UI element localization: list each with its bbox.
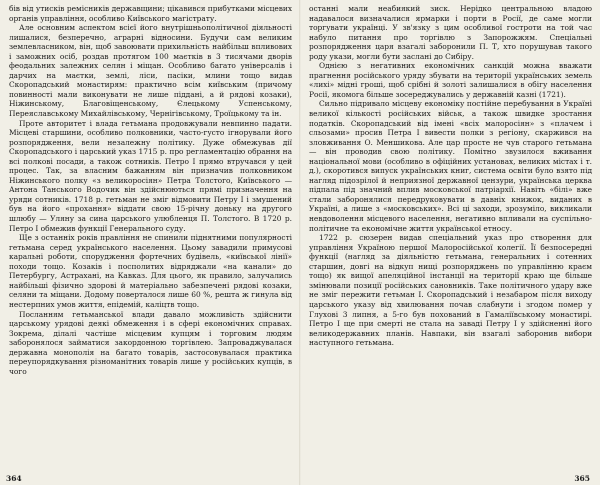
right-page-text [309,4,592,348]
left-page-text [9,4,292,376]
left-page-number: 364 [6,474,22,483]
right-paragraph-1: останні мали неабиякий зиск. Нерідко центральною владою надавалося визначалися ярмарки і порти в Росії, де саме могли торгувати українці. У зв'язку з цим особливої гостроти на той час набуло питання про торгівлю з Запорожжям. Спеціальні розпорядження царя взагалі заборонили П. Т, хто порушував такого роду укази, могли бути заслані до Сибіру. [309,4,592,61]
right-page-number: 365 [574,474,590,483]
left-paragraph-4: Ще з останніх років правління не спинили піднятними популярності гетьмана серед українського населення. Цьому завадили примусові каральні роботи, спорудження фортечних будівель, «київської лінії» походи тощо. Козаків і посполитих відряджали «на канали» до Петербургу, Астрахані, на Кавказ. Для цього, як правило, залучались найбільші фізично здорові й матеріально забезпечені рядові козаки, селяни та міщани. Додому поверталося лише 60 %, решта ж гинула від нестерпних умов життя, епідемій, каліцтв тощо. [9,233,292,309]
right-paragraph-4: 1722 р. сюзерен видав спеціальний указ про створення для управління Україною першої Малоросійської колегії. Її безпосередні функції (нагляд за діяльністю гетьмана, генеральних і сотенних старшин, довгі на відкуп нищі розпоряджень по управлінню краєм тощо) як вищої апеляційної інстанції на території краю ще більше змінювали позиції російських сановників. Таке політичного удару вже не зміг пережити гетьман І. Скоропадський і незабаром після виходу царського указу від хвилювання почав слабнути і згодом помер у Глухові 3 липня, а 5-го був похований в Гамаліївському монастирі. Петро І ще при смерті не стала на заваді Петру І у здійсненні його великодержавних планів. Навпаки, він взагалі заборонив вибори наступного гетьмана. [309,233,592,348]
left-paragraph-2: Але основним аспектом всієї його внутрішньополітичної діяльності лишалися, безперечно, аграрні відносини. Будучи сам великим землевласником, він, щоб завоювати прихильність найбільш впливових і заможних осіб, роздав протягом 100 маєтків в 3 тисячами дворів феодальних залежних селян і міщан. Особливо багато універсалів і дарчих на маєтки, землі, ліси, пасіки, млини тощо видав Скоропадський монастирям: практично всім київським (причому повинності мали виконувати не лише піддані, а й рядові козаки), Ніжинському, Благовіщенському, Єлецькому Успенському, Переяславському Михайлівському, Чернігівському, Троїцькому та ін. [9,23,292,119]
right-paragraph-2: Однією з негативних економічних санкцій можна вважати прагнення російського уряду збувати на території українських земель «лихі» мідні гроші, щоб срібні й золоті залишалися в обігу населення Росії, якомога більше зосереджувались у державній казні (1721). [309,61,592,99]
left-paragraph-5: Посланням гетьманської влади давало можливість здійснити царському урядові деякі обмеження і в сфері економічних справах. Зокрема, ділалі частіше місцевим купцям і торговим людям заборонялося займатися закордонною торгівлею. Запроваджувалася державна монополія на багато товарів, застосовувалася практика переупорядкування різноманітних товарів лише у російських купців, в чого [9,309,292,376]
left-paragraph-3: Проте авторитет і влада гетьмана продовжували невпинно падати. Місцеві старшини, особливо полковники, часто-густо ігнорували його розпорядження, вели незалежну політику. Дуже обмежував дії Скоропадського і царський указ 1715 р. про регламентацію обрання на всі полкові посади, а також сотників. Петро I прямо втручався у цей процес. Так, за власним бажанням він призначив полковником Ніжинського полку «з великоросіян» Петра Толстого, Київського — Антона Танського Водочик він здійснюються прямі призначення на уряди сотників. 1718 р. гетьман не зміг відмовити Петру I і змушений був на його «прохання» віддати свою 15-річну доньку на другого шлюбу — Уляну за сина царського улюбленця П. Толстого. В 1720 р. Петро I обмежив функції Генерального суду. [9,118,292,233]
right-paragraph-3: Сильно підривало місцеву економіку постійне перебування в Україні великої кількості російських військ, а також швидке зростання податків. Скоропадський від імені «всіх малоросіян» з «плачем і сльозами» просив Петра І вивести полки з регіону, скаржився на зловживання О. Меншикова. Але цар просте не чув старого гетьмана — він проводив свою політику. Помітно звузилося вживання національної мови (особливо в офіційних установах, великих містах і т. д.), скоротився випуск українських книг, система освіти було взято під нагляд підозрілої й неприязної державної цензури, українська церква підпала під значний вплив московської патріархії. Навіть «білі» вже стали заборонялися передруковувати в давніх книжок, виданих в Україні, а лише з «московських». Всі ці заходи, зрозуміло, викликали невдоволення місцевого населення, негативно впливали на суспільно-політичне та економічне життя української етносу. [309,99,592,233]
right-page [300,0,600,485]
left-paragraph-1: бів від утисків ремісників державщини; цікавився прибутками місцевих органів управління, особливо Київського магістрату. [9,4,292,23]
